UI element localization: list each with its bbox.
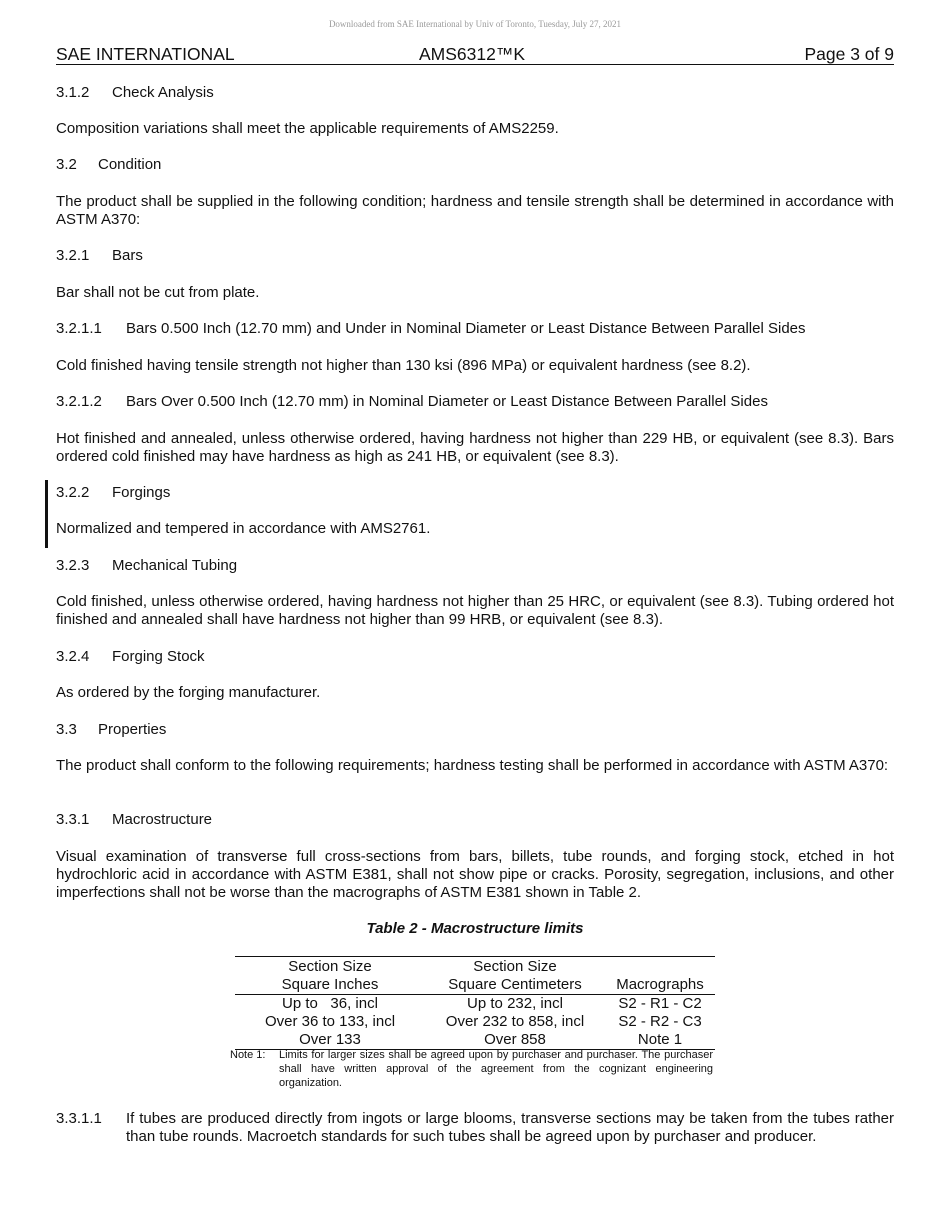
table-note xyxy=(230,1048,713,1090)
paragraph-3-2-2: Normalized and tempered in accordance with AMS2761. xyxy=(56,520,431,537)
section-number: 3.2.4 xyxy=(56,648,90,665)
paragraph-3-2-1-2: Hot finished and annealed, unless otherwise ordered, having hardness not higher than 229 HB, or equivalent (see 8.3). Bars ordered cold finished may have hardness as high as 241 HB, or equivalent (see 8.3). xyxy=(56,430,894,465)
table-row xyxy=(235,1031,715,1050)
section-number: 3.3 xyxy=(56,721,77,738)
section-title: Mechanical Tubing xyxy=(112,557,238,574)
column-header: Macrographs xyxy=(605,976,715,995)
section-number: 3.2.2 xyxy=(56,484,90,501)
table-cell: S2 - R2 - C3 xyxy=(618,1013,702,1030)
section-text: If tubes are produced directly from ingots or large blooms, transverse sections may be taken from the tubes rather than tube rounds. Macroetch standards for such tubes shall be agreed upon by purchaser and producer. xyxy=(126,1110,894,1145)
header-page-number: Page 3 of 9 xyxy=(804,44,894,64)
header-doc-id: AMS6312™K xyxy=(419,44,526,64)
paragraph-3-2-3: Cold finished, unless otherwise ordered, having hardness not higher than 25 HRC, or equivalent (see 8.3). Tubing ordered hot finished and annealed shall have hardness not higher than 99 HRB, or equivalent (see 8.3). xyxy=(56,593,894,628)
section-number: 3.3.1.1 xyxy=(56,1110,102,1127)
table-cell: Up to 232, incl xyxy=(467,995,563,1012)
table-cell: Over 858 xyxy=(425,1031,605,1050)
column-header: Square Inches xyxy=(235,976,425,995)
table-cell: S2 - R1 - C2 xyxy=(618,995,702,1012)
revision-change-bar xyxy=(45,480,48,548)
paragraph-3-2-1-1: Cold finished having tensile strength not higher than 130 ksi (896 MPa) or equivalent hardness (see 8.2). xyxy=(56,357,751,374)
page-header xyxy=(56,44,894,65)
table-row xyxy=(235,1013,715,1031)
column-header xyxy=(605,957,715,977)
section-title: Properties xyxy=(98,721,167,738)
section-number: 3.2.1 xyxy=(56,247,90,264)
section-title: Forgings xyxy=(112,484,171,501)
paragraph-3-3-1-1 xyxy=(56,1110,894,1146)
table-cell: Note 1 xyxy=(605,1031,715,1050)
column-header: Section Size xyxy=(425,957,605,977)
section-title: Bars 0.500 Inch (12.70 mm) and Under in Nominal Diameter or Least Distance Between Parallel Sides xyxy=(126,320,806,337)
header-org: SAE INTERNATIONAL xyxy=(56,44,235,64)
paragraph-3-3-1: Visual examination of transverse full cross-sections from bars, billets, tube rounds, and forging stock, etched in hot hydrochloric acid in accordance with ASTM E381, shall not show pipe or cracks. Porosity, segregation, inclusions, and other imperfections shall not be worse than the macrographs of ASTM E381 shown in Table 2. xyxy=(56,848,894,901)
section-number: 3.2.3 xyxy=(56,557,90,574)
section-number: 3.2.1.2 xyxy=(56,393,102,410)
download-watermark: Downloaded from SAE International by Univ of Toronto, Tuesday, July 27, 2021 xyxy=(328,19,622,29)
table-cell: Over 133 xyxy=(235,1031,425,1050)
table-cell: Over 36 to 133, incl xyxy=(264,1013,396,1030)
paragraph-3-2-1: Bar shall not be cut from plate. xyxy=(56,284,260,301)
note-text: Limits for larger sizes shall be agreed upon by purchaser and purchaser. The purchaser shall have written approval of the agreement from the cognizant engineering organization. xyxy=(279,1049,713,1089)
table-cell: Over 232 to 858, incl xyxy=(445,1013,585,1030)
table-caption: Table 2 - Macrostructure limits xyxy=(366,920,584,937)
column-header: Section Size xyxy=(235,957,425,977)
paragraph-3-2-4: As ordered by the forging manufacturer. xyxy=(56,684,321,701)
macrostructure-table xyxy=(235,956,715,1050)
note-label: Note 1: xyxy=(230,1049,266,1061)
paragraph-3-1-2: Composition variations shall meet the applicable requirements of AMS2259. xyxy=(56,120,559,137)
table-row xyxy=(235,995,715,1014)
section-title: Check Analysis xyxy=(112,84,214,101)
paragraph-3-3: The product shall conform to the following requirements; hardness testing shall be performed in accordance with ASTM A370: xyxy=(56,757,889,774)
section-number: 3.2.1.1 xyxy=(56,320,102,337)
column-header: Square Centimeters xyxy=(425,976,605,995)
section-title: Bars xyxy=(112,247,143,264)
section-number: 3.1.2 xyxy=(56,84,90,101)
table-cell: Up to 36, incl xyxy=(282,995,378,1012)
section-title: Macrostructure xyxy=(112,811,213,828)
section-number: 3.3.1 xyxy=(56,811,90,828)
section-title: Condition xyxy=(98,156,162,173)
section-number: 3.2 xyxy=(56,156,77,173)
paragraph-3-2: The product shall be supplied in the following condition; hardness and tensile strength shall be determined in accordance with ASTM A370: xyxy=(56,193,894,228)
section-title: Bars Over 0.500 Inch (12.70 mm) in Nominal Diameter or Least Distance Between Parallel Sides xyxy=(126,393,768,410)
section-title: Forging Stock xyxy=(112,648,205,665)
